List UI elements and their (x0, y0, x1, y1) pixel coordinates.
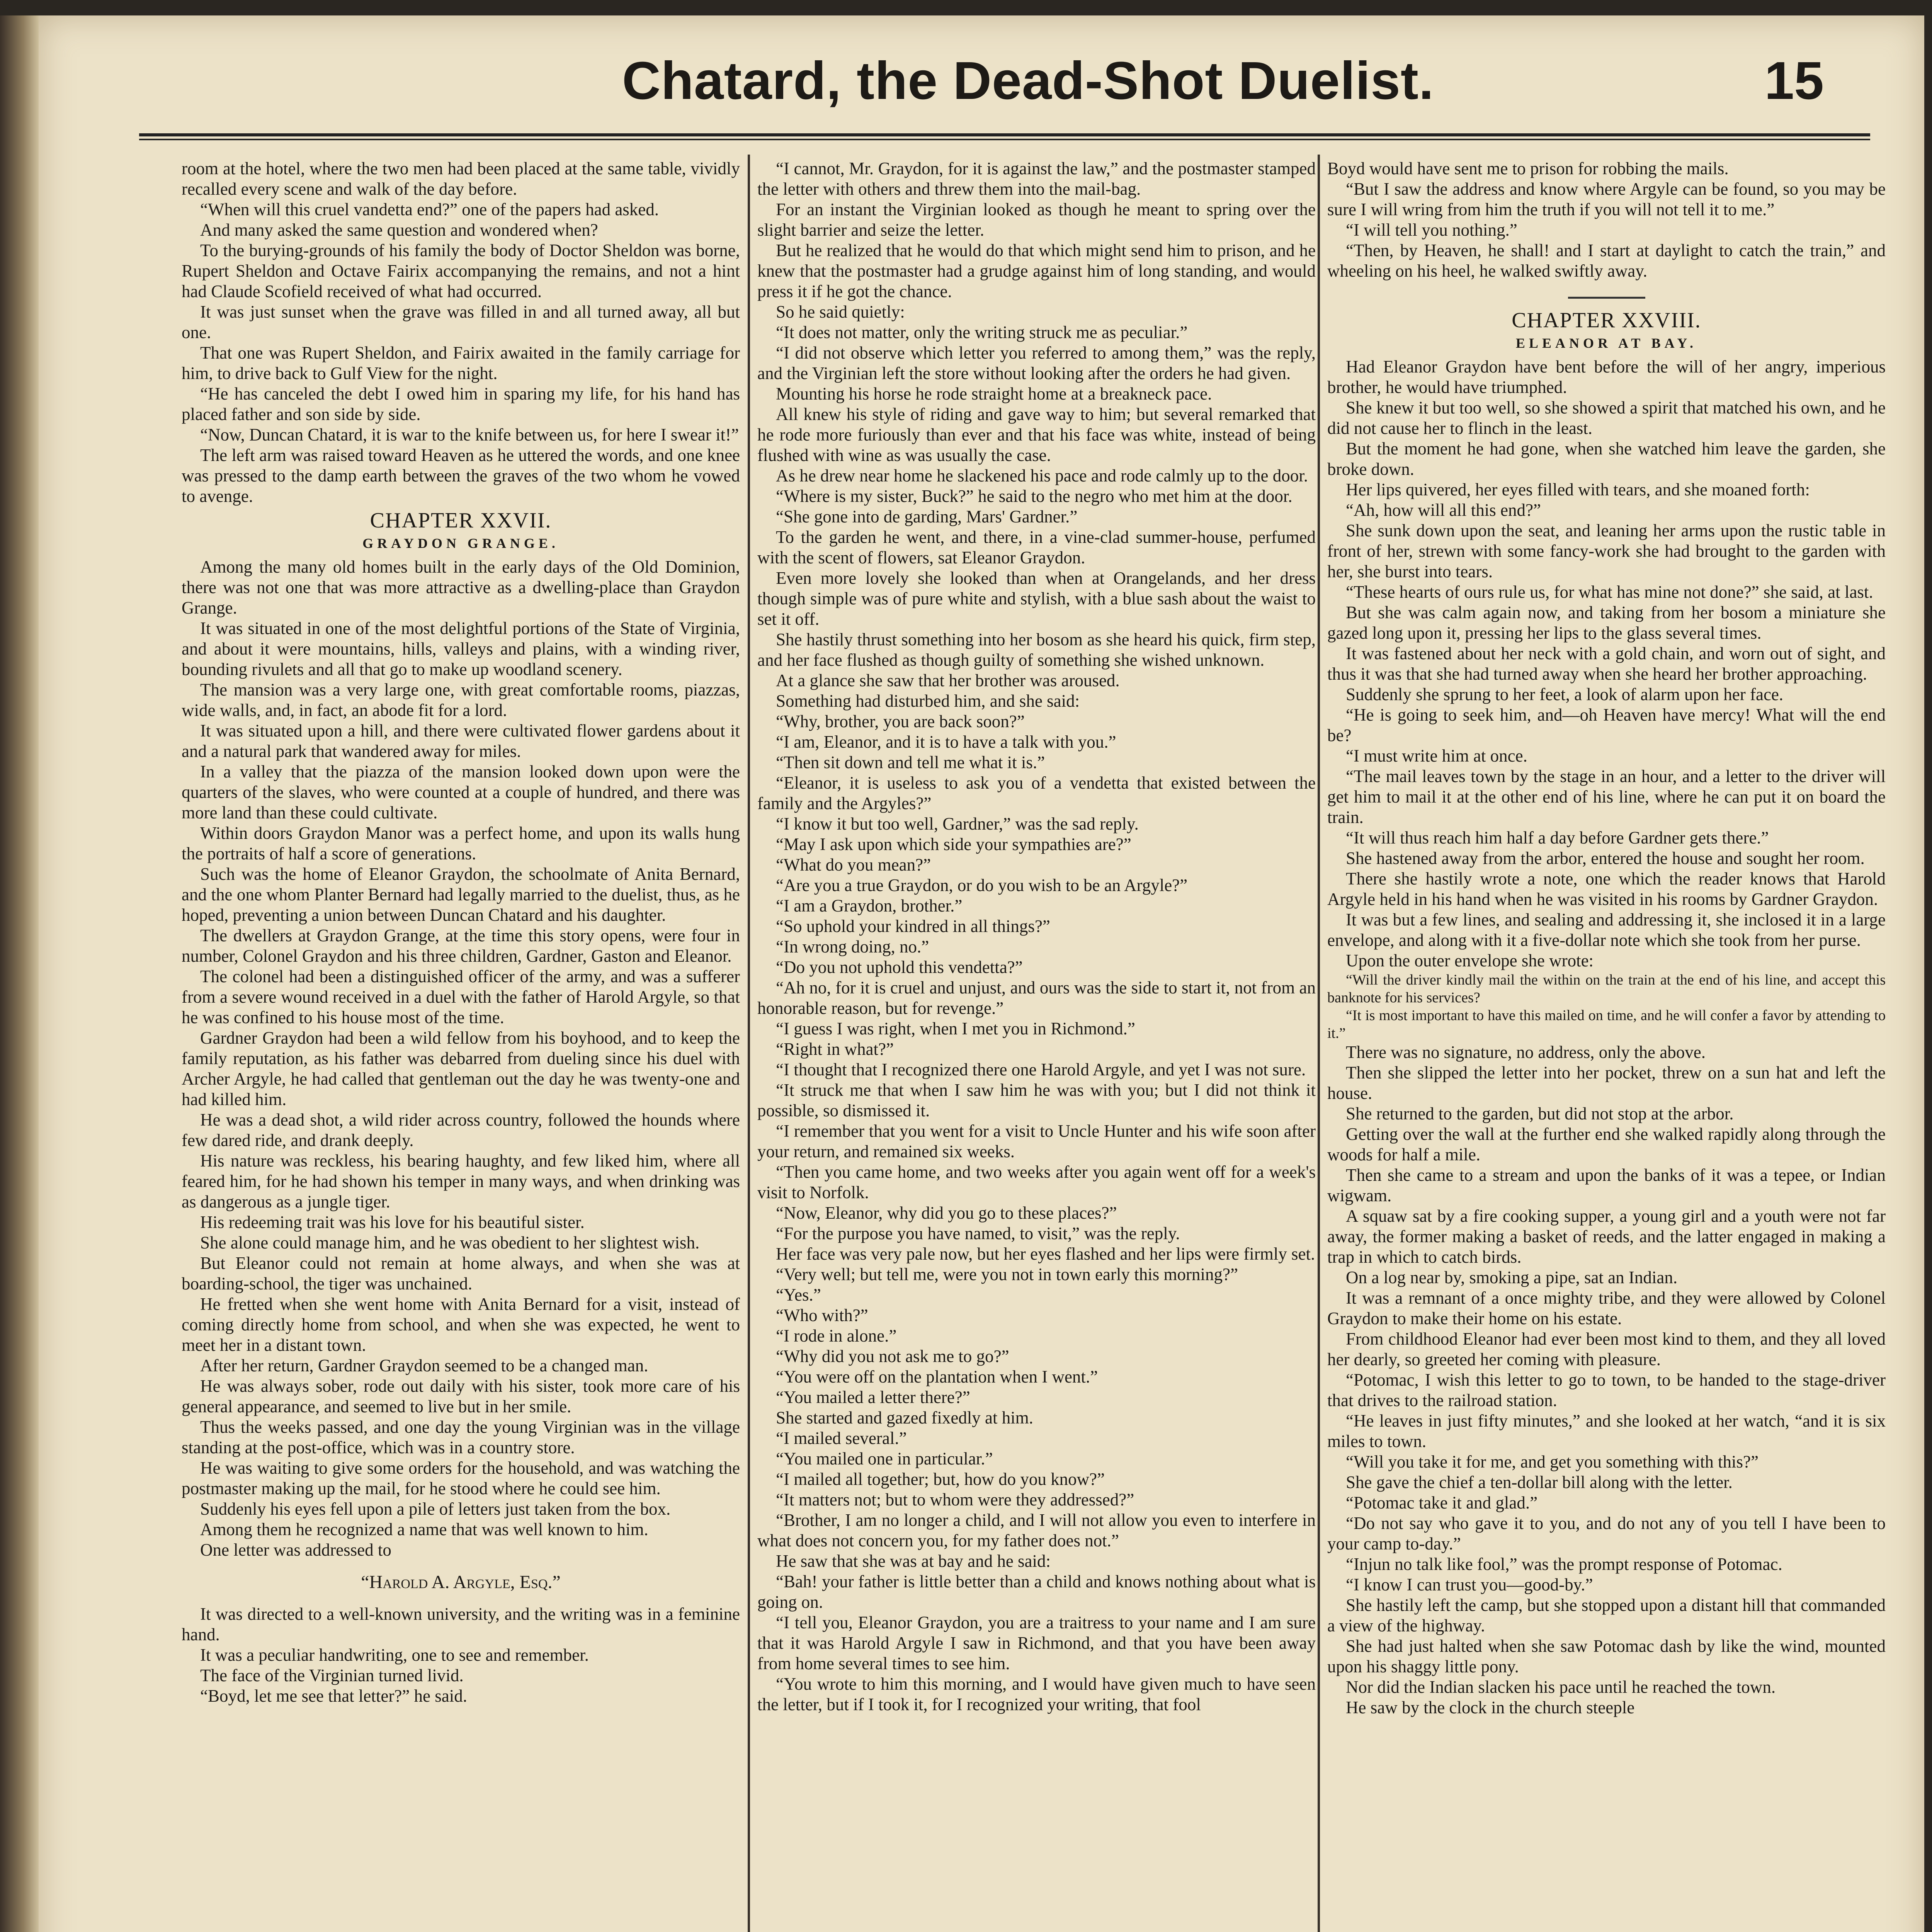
letter-address: “Harold A. Argyle, Esq.” (361, 1572, 561, 1592)
paragraph: He was always sober, rode out daily with his sister, took more care of his general appearance, and seemed to live but in her smile. (182, 1376, 740, 1416)
paragraph: “Now, Duncan Chatard, it is war to the knife between us, for here I swear it!” (200, 425, 739, 444)
paragraph: “I cannot, Mr. Graydon, for it is against the law,” and the postmaster stamped the letter with others and threw them into the mail-bag. (757, 159, 1316, 199)
paragraph: “In wrong doing, no.” (776, 937, 929, 956)
paragraph: Thus the weeks passed, and one day the young Virginian was in the village standing at the post-office, which was in a country store. (182, 1417, 740, 1457)
paragraph: At a glance she saw that her brother was aroused. (776, 671, 1120, 690)
paragraph: It was fastened about her neck with a gold chain, and worn out of sight, and thus it was that she had turned away when she heard her brother approaching. (1327, 644, 1886, 684)
paragraph: It was a peculiar handwriting, one to see and remember. (200, 1645, 589, 1665)
paragraph: For an instant the Virginian looked as though he meant to spring over the slight barrier and seize the letter. (757, 200, 1316, 240)
paragraph: “When will this cruel vandetta end?” one of the papers had asked. (200, 200, 659, 219)
paragraph: He was waiting to give some orders for the household, and was watching the postmaster making up the mail, for he stood where he could see him. (182, 1458, 740, 1498)
paragraph: “Who with?” (776, 1306, 868, 1325)
paragraph: But the moment he had gone, when she watched him leave the garden, she broke down. (1327, 439, 1886, 479)
paragraph: “I rode in alone.” (776, 1326, 897, 1345)
paragraph: “Do not say who gave it to you, and do not any of you tell I have been to your camp to-day.” (1327, 1514, 1886, 1553)
paragraph: He saw by the clock in the church steeple (1346, 1698, 1635, 1717)
paragraph: Suddenly his eyes fell upon a pile of letters just taken from the box. (200, 1499, 671, 1519)
paragraph: “These hearts of ours rule us, for what has mine not done?” she said, at last. (1346, 582, 1873, 602)
paragraph: “I know I can trust you—good-by.” (1346, 1575, 1593, 1594)
section-separator (1568, 297, 1645, 299)
paragraph: From childhood Eleanor had ever been most kind to them, and they all loved her dearly, so greeted her coming with pleasure. (1327, 1329, 1886, 1369)
paragraph: That one was Rupert Sheldon, and Fairix awaited in the family carriage for him, to drive back to Gulf View for the night. (182, 343, 740, 383)
column-divider-2 (1318, 155, 1320, 1932)
paragraph: “You mailed one in particular.” (776, 1449, 993, 1468)
paragraph: Her face was very pale now, but her eyes flashed and her lips were firmly set. (776, 1244, 1315, 1264)
chapter-subtitle: ELEANOR AT BAY. (1515, 335, 1697, 351)
paragraph: She started and gazed fixedly at him. (776, 1408, 1034, 1427)
paragraph: She knew it but too well, so she showed a spirit that matched his own, and he did not cause her to flinch in the least. (1327, 398, 1886, 438)
paragraph: One letter was addressed to (200, 1540, 391, 1560)
paragraph: Getting over the wall at the further end she walked rapidly along through the woods for half a mile. (1327, 1124, 1886, 1164)
paragraph: “Potomac take it and glad.” (1346, 1493, 1538, 1512)
paragraph: “The mail leaves town by the stage in an hour, and a letter to the driver will get him to mail it at the other end of his line, where he can put it on board the train. (1327, 767, 1886, 827)
paragraph: On a log near by, smoking a pipe, sat an Indian. (1346, 1268, 1678, 1287)
page-number: 15 (1764, 51, 1824, 111)
paragraph: “Injun no talk like fool,” was the prompt response of Potomac. (1346, 1554, 1782, 1574)
paragraph: To the garden he went, and there, in a vine-clad summer-house, perfumed with the scent of flowers, sat Eleanor Graydon. (757, 527, 1316, 567)
paragraph: “Ah no, for it is cruel and unjust, and ours was the side to start it, not from an honorable reason, but for revenge.” (757, 978, 1316, 1018)
paragraph: “She gone into de garding, Mars' Gardner.” (776, 507, 1078, 526)
paragraph: It was situated upon a hill, and there were cultivated flower gardens about it and a natural park that wandered away for miles. (182, 721, 740, 761)
paragraph: Then she slipped the letter into her pocket, threw on a sun hat and left the house. (1327, 1063, 1886, 1103)
paragraph: “But I saw the address and know where Argyle can be found, so you may be sure I will wring from him the truth if you will not tell it to me.” (1327, 179, 1886, 219)
paragraph: Within doors Graydon Manor was a perfect home, and upon its walls hung the portraits of half a score of generations. (182, 823, 740, 863)
paragraph: She hastily left the camp, but she stopped upon a distant hill that commanded a view of the highway. (1327, 1595, 1886, 1635)
paragraph: Among them he recognized a name that was well known to him. (200, 1520, 648, 1539)
paragraph: “Where is my sister, Buck?” he said to the negro who met him at the door. (776, 486, 1293, 506)
paragraph: Something had disturbed him, and she said: (776, 691, 1080, 711)
paragraph: Had Eleanor Graydon have bent before the will of her angry, imperious brother, he would have triumphed. (1327, 357, 1886, 397)
paragraph: And many asked the same question and wondered when? (200, 220, 598, 240)
paragraph: “So uphold your kindred in all things?” (776, 917, 1050, 936)
paragraph: Gardner Graydon had been a wild fellow from his boyhood, and to keep the family reputation, as his father was debarred from dueling since his duel with Archer Argyle, he had called that gentleman out the day he was twenty-one and had killed him. (182, 1028, 740, 1109)
paragraph: Among the many old homes built in the early days of the Old Dominion, there was not one that was more attractive as a dwelling-place than Graydon Grange. (182, 557, 740, 617)
paragraph: “Yes.” (776, 1285, 821, 1304)
chapter-subtitle: GRAYDON GRANGE. (362, 536, 559, 551)
paragraph: “I will tell you nothing.” (1346, 220, 1517, 240)
paragraph: “It does not matter, only the writing struck me as peculiar.” (776, 323, 1188, 342)
column-2 (757, 158, 1316, 1932)
column-3 (1327, 158, 1886, 1932)
paragraph: “What do you mean?” (776, 855, 931, 874)
paragraph: “It matters not; but to whom were they addressed?” (776, 1490, 1134, 1509)
paragraph: Suddenly she sprung to her feet, a look of alarm upon her face. (1346, 685, 1784, 704)
paragraph: “Do you not uphold this vendetta?” (776, 957, 1023, 977)
column-divider-1 (748, 155, 750, 1932)
paragraph: Boyd would have sent me to prison for robbing the mails. (1327, 159, 1729, 178)
paragraph: His redeeming trait was his love for his beautiful sister. (200, 1213, 585, 1232)
page-title: Chatard, the Dead-Shot Duelist. (622, 51, 1434, 111)
paragraph: “Are you a true Graydon, or do you wish to be an Argyle?” (776, 876, 1188, 895)
paragraph: “Will you take it for me, and get you something with this?” (1346, 1452, 1759, 1471)
paragraph: “He is going to seek him, and—oh Heaven have mercy! What will the end be? (1327, 705, 1886, 745)
paragraph: “It struck me that when I saw him he was with you; but I did not think it possible, so dismissed it. (757, 1080, 1316, 1120)
paragraph: But he realized that he would do that which might send him to prison, and he knew that the postmaster had a grudge against him of long standing, and would press it if he got the chance. (757, 241, 1316, 301)
paragraph: “I tell you, Eleanor Graydon, you are a traitress to your name and I am sure that it was Harold Argyle I saw in Richmond, and that you have been away from home several times to see him. (757, 1613, 1316, 1673)
paragraph: “Potomac, I wish this letter to go to town, to be handed to the stage-driver that drives to the railroad station. (1327, 1370, 1886, 1410)
paragraph: The left arm was raised toward Heaven as he uttered the words, and one knee was pressed to the damp earth between the graves of the two whom he vowed to avenge. (182, 446, 740, 506)
paragraph: All knew his style of riding and gave way to him; but several remarked that he rode more furiously than ever and that his face was white, instead of being flushed with wine as was usually the case. (757, 405, 1316, 465)
paragraph: In a valley that the piazza of the mansion looked down upon were the quarters of the slaves, who were counted at a couple of hundred, and there was more land than these could cultivate. (182, 762, 740, 822)
paragraph: A squaw sat by a fire cooking supper, a young girl and a youth were not far away, the former making a basket of reeds, and the latter engaged in making a trap in which to catch birds. (1327, 1206, 1886, 1267)
paragraph: He fretted when she went home with Anita Bernard for a visit, instead of coming directly home from school, and when she was expected, he went to meet her in a distant town. (182, 1294, 740, 1355)
chapter-heading: CHAPTER XXVIII. (1512, 308, 1701, 332)
paragraph: It was but a few lines, and sealing and addressing it, she inclosed it in a large envelope, and along with it a five-dollar note which she took from her purse. (1327, 910, 1886, 950)
paragraph: “Boyd, let me see that letter?” he said. (200, 1686, 467, 1706)
paragraph: She hastened away from the arbor, entered the house and sought her room. (1346, 849, 1865, 868)
paragraph: She had just halted when she saw Potomac dash by like the wind, mounted upon his shaggy little pony. (1327, 1636, 1886, 1676)
paragraph: Even more lovely she looked than when at Orangelands, and her dress though simple was of pure white and stylish, with a blue sash about the waist to set it off. (757, 568, 1316, 629)
paragraph: It was directed to a well-known university, and the writing was in a feminine hand. (182, 1604, 740, 1644)
paragraph: She returned to the garden, but did not stop at the arbor. (1346, 1104, 1734, 1123)
paragraph: There was no signature, no address, only the above. (1346, 1043, 1706, 1062)
header-rule (139, 133, 1870, 140)
paragraph: “Ah, how will all this end?” (1346, 500, 1541, 520)
paragraph: “Then you came home, and two weeks after you again went off for a week's visit to Norfolk. (757, 1162, 1316, 1202)
paragraph: “You were off on the plantation when I went.” (776, 1367, 1098, 1386)
paragraph: So he said quietly: (776, 302, 905, 321)
paragraph: The mansion was a very large one, with great comfortable rooms, piazzas, wide walls, and, in fact, an abode fit for a lord. (182, 680, 740, 720)
paragraph: “For the purpose you have named, to visit,” was the reply. (776, 1224, 1180, 1243)
page-binding-edge (0, 15, 39, 1932)
paragraph: “Why, brother, you are back soon?” (776, 712, 1025, 731)
paragraph: It was a remnant of a once mighty tribe, and they were allowed by Colonel Graydon to make their home on his estate. (1327, 1288, 1886, 1328)
paragraph: “I mailed several.” (776, 1429, 907, 1448)
paragraph: “Bah! your father is little better than a child and knows nothing about what is going on. (757, 1572, 1316, 1612)
paragraph: She hastily thrust something into her bosom as she heard his quick, firm step, and her face flushed as though guilty of something she wished unknown. (757, 630, 1316, 670)
paragraph: “It is most important to have this mailed on time, and he will confer a favor by attending to it.” (1327, 1007, 1886, 1041)
paragraph: Upon the outer envelope she wrote: (1346, 951, 1594, 970)
chapter-heading: CHAPTER XXVII. (370, 509, 552, 532)
paragraph: There she hastily wrote a note, one which the reader knows that Harold Argyle held in his hand when he was visited in his rooms by Gardner Graydon. (1327, 869, 1886, 909)
paragraph: “Eleanor, it is useless to ask you of a vendetta that existed between the family and the Argyles?” (757, 773, 1316, 813)
paragraph: “I guess I was right, when I met you in Richmond.” (776, 1019, 1135, 1038)
paragraph: To the burying-grounds of his family the body of Doctor Sheldon was borne, Rupert Sheldon and Octave Fairix accompanying the remains, and not a hint had Claude Scofield received of what had occurred. (182, 241, 740, 301)
paragraph: “Right in what?” (776, 1039, 894, 1059)
paragraph: “I am a Graydon, brother.” (776, 896, 963, 915)
paragraph: She sunk down upon the seat, and leaning her arms upon the rustic table in front of her, strewn with some fancy-work she had brought to the garden with her, she burst into tears. (1327, 521, 1886, 581)
paragraph: “I know it but too well, Gardner,” was the sad reply. (776, 814, 1139, 833)
paragraph: But Eleanor could not remain at home always, and when she was at boarding-school, the tiger was unchained. (182, 1253, 740, 1293)
paragraph: He saw that she was at bay and he said: (776, 1551, 1051, 1571)
column-1 (182, 158, 740, 1932)
paragraph: “He has canceled the debt I owed him in sparing my life, for his hand has placed father and son side by side. (182, 384, 740, 424)
paragraph: “You mailed a letter there?” (776, 1388, 970, 1407)
paragraph: It was just sunset when the grave was filled in and all turned away, all but one. (182, 302, 740, 342)
paragraph: “I did not observe which letter you referred to among them,” was the reply, and the Virginian left the store without looking after the orders he had given. (757, 343, 1316, 383)
paragraph: Then she came to a stream and upon the banks of it was a tepee, or Indian wigwam. (1327, 1165, 1886, 1205)
paragraph: The face of the Virginian turned livid. (200, 1666, 464, 1685)
paragraph: “You wrote to him this morning, and I would have given much to have seen the letter, but if I took it, for I recognized your writing, that fool (757, 1674, 1316, 1714)
paragraph: It was situated in one of the most delightful portions of the State of Virginia, and about it were mountains, hills, valleys and plains, with a winding river, bounding rivulets and all that go to make up woodland scenery. (182, 619, 740, 679)
paragraph: She alone could manage him, and he was obedient to her slightest wish. (200, 1233, 700, 1252)
paragraph: “Brother, I am no longer a child, and I will not allow you even to interfere in what does not concern you, for my father does not.” (757, 1510, 1316, 1550)
paragraph: “It will thus reach him half a day before Gardner gets there.” (1346, 828, 1769, 847)
paragraph: “Very well; but tell me, were you not in town early this morning?” (776, 1265, 1238, 1284)
paragraph: Mounting his horse he rode straight home at a breakneck pace. (776, 384, 1212, 403)
paragraph: “Will the driver kindly mail the within on the train at the end of his line, and accept this banknote for his services? (1327, 972, 1886, 1006)
page-header (139, 46, 1870, 124)
paragraph: Such was the home of Eleanor Graydon, the schoolmate of Anita Bernard, and the one whom Planter Bernard had legally married to the duelist, thus, as he hoped, preventing a union between Duncan Chatard and his daughter. (182, 864, 740, 925)
paragraph: “Then, by Heaven, he shall! and I start at daylight to catch the train,” and wheeling on his heel, he walked swiftly away. (1327, 241, 1886, 281)
paragraph: Nor did the Indian slacken his pace until he reached the town. (1346, 1677, 1776, 1697)
paragraph: The colonel had been a distinguished officer of the army, and was a sufferer from a severe wound received in a duel with the father of Harold Argyle, so that he was confined to his house most of the time. (182, 967, 740, 1027)
paragraph: “I must write him at once. (1346, 746, 1527, 765)
paragraph: She gave the chief a ten-dollar bill along with the letter. (1346, 1473, 1733, 1492)
paragraph: “I remember that you went for a visit to Uncle Hunter and his wife soon after your return, and remained six weeks. (757, 1121, 1316, 1161)
paragraph: But she was calm again now, and taking from her bosom a miniature she gazed long upon it, pressing her lips to the glass several times. (1327, 603, 1886, 643)
paragraph: “Why did you not ask me to go?” (776, 1347, 1009, 1366)
paragraph: He was a dead shot, a wild rider across country, followed the hounds where few dared ride, and drank deeply. (182, 1110, 740, 1150)
paragraph: Her lips quivered, her eyes filled with tears, and she moaned forth: (1346, 480, 1810, 499)
paragraph: “I mailed all together; but, how do you know?” (776, 1469, 1105, 1489)
paragraph: “I thought that I recognized there one Harold Argyle, and yet I was not sure. (776, 1060, 1306, 1079)
paragraph: “He leaves in just fifty minutes,” and she looked at her watch, “and it is six miles to town. (1327, 1411, 1886, 1451)
paragraph: “May I ask upon which side your sympathies are?” (776, 835, 1131, 854)
paragraph: As he drew near home he slackened his pace and rode calmly up to the door. (776, 466, 1308, 485)
paragraph: After her return, Gardner Graydon seemed to be a changed man. (200, 1356, 648, 1375)
paragraph: “Now, Eleanor, why did you go to these places?” (776, 1203, 1117, 1223)
paragraph: His nature was reckless, his bearing haughty, and few liked him, where all feared him, for he had shown his temper in many ways, and when drinking was as dangerous as a jungle tiger. (182, 1151, 740, 1211)
paragraph: The dwellers at Graydon Grange, at the time this story opens, were four in number, Colonel Graydon and his three children, Gardner, Gaston and Eleanor. (182, 926, 740, 966)
paragraph: room at the hotel, where the two men had been placed at the same table, vividly recalled every scene and walk of the day before. (182, 159, 740, 199)
paragraph: “Then sit down and tell me what it is.” (776, 753, 1045, 772)
paragraph: “I am, Eleanor, and it is to have a talk with you.” (776, 732, 1116, 752)
